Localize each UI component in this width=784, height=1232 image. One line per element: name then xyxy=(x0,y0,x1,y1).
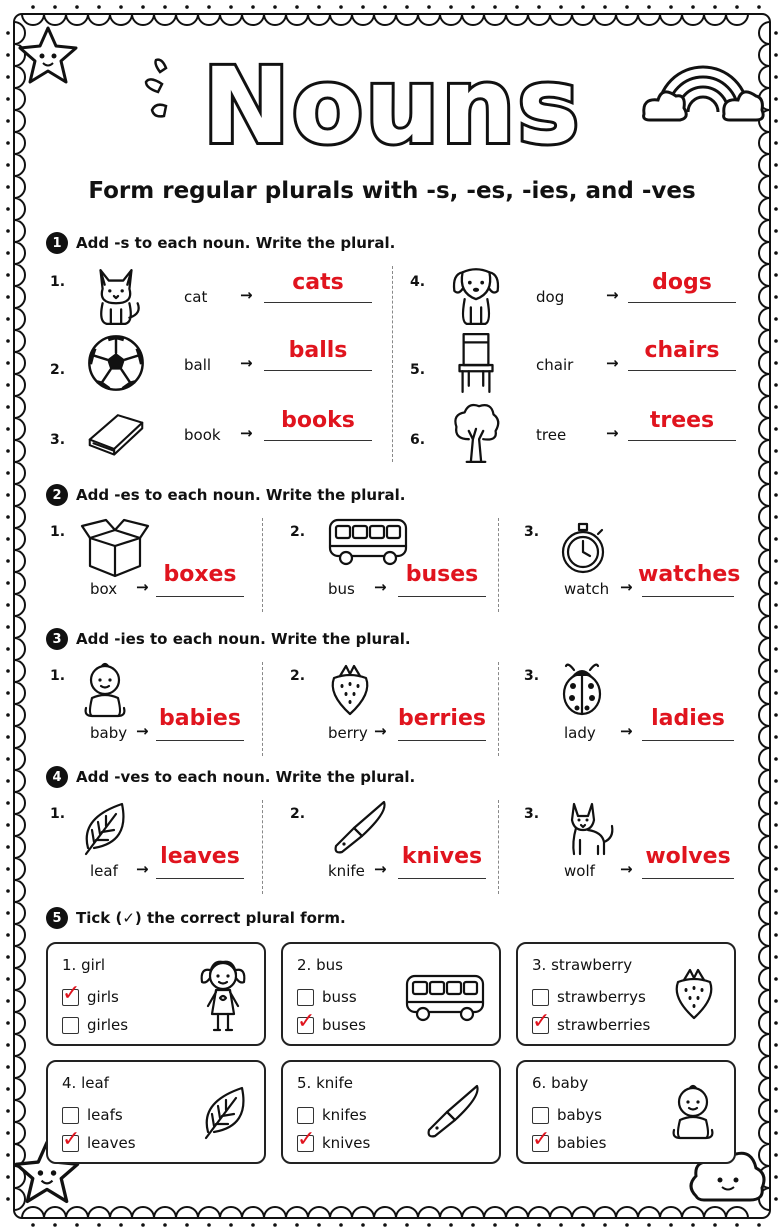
answer-line[interactable] xyxy=(628,370,736,371)
answer-text: trees xyxy=(649,408,715,433)
answer-text: knives xyxy=(401,844,483,869)
option-label: buses xyxy=(322,1016,366,1034)
arrow: → xyxy=(374,578,387,596)
noun-word: watch xyxy=(564,580,610,598)
option-label: leaves xyxy=(87,1134,136,1152)
answer-text: buses xyxy=(405,562,479,587)
answer-text: watches xyxy=(638,562,741,587)
noun-word: wolf xyxy=(564,862,595,880)
tick-mark: ✓ xyxy=(62,980,81,1006)
arrow: → xyxy=(240,286,253,304)
tick-mark: ✓ xyxy=(297,1008,316,1034)
checkbox[interactable] xyxy=(532,1126,551,1152)
noun-word: berry xyxy=(328,724,368,742)
noun-word: baby xyxy=(90,724,128,742)
page-title: Nouns xyxy=(202,45,582,167)
checkbox[interactable] xyxy=(62,1017,79,1034)
section-instruction: Add -s to each noun. Write the plural. xyxy=(76,234,396,252)
item-number: 2. xyxy=(290,524,306,540)
tick-mark: ✓ xyxy=(532,1126,551,1152)
wolf-icon xyxy=(558,798,616,862)
checkbox[interactable] xyxy=(532,1008,551,1034)
answer-line[interactable] xyxy=(398,596,486,597)
option-row[interactable] xyxy=(297,1106,367,1124)
strawberry-icon xyxy=(670,964,718,1026)
option-label: strawberrys xyxy=(557,988,646,1006)
answer-line[interactable] xyxy=(264,302,372,303)
section-number: 2 xyxy=(46,484,68,506)
noun-word: knife xyxy=(328,862,365,880)
option-row[interactable] xyxy=(62,980,119,1006)
answer-text: books xyxy=(281,408,355,433)
noun-word: chair xyxy=(536,356,574,374)
option-row[interactable] xyxy=(532,1008,651,1034)
item-number: 2. xyxy=(290,806,306,822)
dog-icon xyxy=(446,262,506,332)
answer-line[interactable] xyxy=(156,740,244,741)
soccer-ball-icon xyxy=(86,330,146,400)
tick-box-title: 6. baby xyxy=(532,1074,589,1092)
item-number: 2. xyxy=(290,668,306,684)
answer-line[interactable] xyxy=(156,596,244,597)
section-number: 4 xyxy=(46,766,68,788)
tick-mark: ✓ xyxy=(297,1126,316,1152)
option-label: knives xyxy=(322,1134,371,1152)
arrow: → xyxy=(240,354,253,372)
answer-text: cats xyxy=(292,270,344,295)
answer-line[interactable] xyxy=(642,596,734,597)
noun-word: book xyxy=(184,426,221,444)
checkbox[interactable] xyxy=(297,1107,314,1124)
tick-box-title: 2. bus xyxy=(297,956,343,974)
checkbox[interactable] xyxy=(297,1008,316,1034)
item-number: 3. xyxy=(50,432,66,448)
column-divider xyxy=(498,800,499,894)
column-divider xyxy=(262,662,263,756)
arrow: → xyxy=(620,578,633,596)
knife-icon xyxy=(326,798,390,860)
arrow: → xyxy=(374,722,387,740)
arrow: → xyxy=(240,424,253,442)
arrow: → xyxy=(620,860,633,878)
item-number: 4. xyxy=(410,274,426,290)
item-number: 1. xyxy=(50,668,66,684)
noun-word: tree xyxy=(536,426,567,444)
leaf-icon xyxy=(200,1082,248,1144)
section-3-header xyxy=(46,625,411,653)
strawberry-icon xyxy=(326,660,374,722)
answer-line[interactable] xyxy=(398,878,486,879)
option-row[interactable] xyxy=(62,1106,123,1124)
knife-icon xyxy=(419,1082,483,1144)
stopwatch-icon xyxy=(558,516,608,582)
section-2-header xyxy=(46,481,405,509)
arrow: → xyxy=(606,354,619,372)
bus-icon xyxy=(403,972,487,1028)
column-divider xyxy=(262,518,263,612)
tick-box xyxy=(281,1060,501,1164)
answer-line[interactable] xyxy=(628,440,736,441)
answer-text: babies xyxy=(159,706,241,731)
answer-text: dogs xyxy=(652,270,712,295)
section-instruction: Add -ies to each noun. Write the plural. xyxy=(76,630,411,648)
noun-word: cat xyxy=(184,288,208,306)
checkbox[interactable] xyxy=(62,1107,79,1124)
option-row[interactable] xyxy=(297,1126,371,1152)
answer-line[interactable] xyxy=(642,878,734,879)
arrow: → xyxy=(374,860,387,878)
item-number: 3. xyxy=(524,524,540,540)
checkbox[interactable] xyxy=(532,1107,549,1124)
answer-text: ladies xyxy=(651,706,725,731)
option-row[interactable] xyxy=(532,1126,607,1152)
option-row[interactable] xyxy=(62,1016,128,1034)
girl-icon xyxy=(198,954,248,1040)
item-number: 6. xyxy=(410,432,426,448)
answer-line[interactable] xyxy=(642,740,734,741)
page-subtitle: Form regular plurals with -s, -es, -ies, and -ves xyxy=(88,178,696,204)
option-label: leafs xyxy=(87,1106,123,1124)
answer-line[interactable] xyxy=(628,302,736,303)
section-1-header xyxy=(46,229,395,257)
tick-box-title: 3. strawberry xyxy=(532,956,633,974)
noun-word: lady xyxy=(564,724,596,742)
tick-box-title: 1. girl xyxy=(62,956,106,974)
section-number: 1 xyxy=(46,232,68,254)
option-label: girles xyxy=(87,1016,129,1034)
tick-box xyxy=(46,942,266,1046)
column-divider xyxy=(392,266,393,462)
tick-mark: ✓ xyxy=(532,1008,551,1034)
tick-box xyxy=(281,942,501,1046)
noun-word: dog xyxy=(536,288,565,306)
option-label: babies xyxy=(557,1134,607,1152)
ladybug-icon xyxy=(558,660,606,722)
arrow: → xyxy=(136,578,149,596)
baby-icon xyxy=(668,1082,718,1146)
noun-word: ball xyxy=(184,356,212,374)
leaf-icon xyxy=(80,798,128,860)
item-number: 3. xyxy=(524,668,540,684)
section-instruction: Tick (✓) the correct plural form. xyxy=(76,909,346,927)
tick-box-title: 5. knife xyxy=(297,1074,353,1092)
noun-word: bus xyxy=(328,580,355,598)
answer-text: leaves xyxy=(160,844,240,869)
section-number: 5 xyxy=(46,907,68,929)
answer-line[interactable] xyxy=(398,740,486,741)
tick-box xyxy=(516,1060,736,1164)
option-label: strawberries xyxy=(557,1016,651,1034)
answer-text: boxes xyxy=(163,562,237,587)
option-row[interactable] xyxy=(532,1106,602,1124)
column-divider xyxy=(498,518,499,612)
tick-box-title: 4. leaf xyxy=(62,1074,109,1092)
tick-box xyxy=(516,942,736,1046)
tick-box xyxy=(46,1060,266,1164)
option-row[interactable] xyxy=(297,1008,366,1034)
option-label: buss xyxy=(322,988,357,1006)
answer-text: balls xyxy=(288,338,348,363)
noun-word: box xyxy=(90,580,118,598)
checkbox[interactable] xyxy=(62,1126,81,1152)
section-instruction: Add -es to each noun. Write the plural. xyxy=(76,486,406,504)
column-divider xyxy=(262,800,263,894)
item-number: 1. xyxy=(50,274,66,290)
item-number: 1. xyxy=(50,524,66,540)
item-number: 2. xyxy=(50,362,66,378)
tick-mark: ✓ xyxy=(62,1126,81,1152)
checkbox[interactable] xyxy=(532,989,549,1006)
checkbox[interactable] xyxy=(62,980,81,1006)
tree-icon xyxy=(446,400,506,470)
item-number: 5. xyxy=(410,362,426,378)
option-label: girls xyxy=(87,988,119,1006)
arrow: → xyxy=(620,722,633,740)
section-number: 3 xyxy=(46,628,68,650)
section-instruction: Add -ves to each noun. Write the plural. xyxy=(76,768,416,786)
item-number: 1. xyxy=(50,806,66,822)
cat-icon xyxy=(86,262,146,332)
baby-icon xyxy=(80,660,130,724)
option-row[interactable] xyxy=(62,1126,136,1152)
item-number: 3. xyxy=(524,806,540,822)
section-4-header xyxy=(46,763,415,791)
arrow: → xyxy=(136,722,149,740)
answer-line[interactable] xyxy=(264,440,372,441)
option-row[interactable] xyxy=(532,988,646,1006)
answer-text: chairs xyxy=(644,338,720,363)
section-5-header xyxy=(46,904,346,932)
box-icon xyxy=(80,516,150,584)
answer-line[interactable] xyxy=(156,878,244,879)
option-label: babys xyxy=(557,1106,602,1124)
answer-text: berries xyxy=(398,706,486,731)
answer-line[interactable] xyxy=(264,370,372,371)
arrow: → xyxy=(606,286,619,304)
arrow: → xyxy=(136,860,149,878)
checkbox[interactable] xyxy=(297,989,314,1006)
chair-icon xyxy=(446,330,506,400)
option-label: knifes xyxy=(322,1106,367,1124)
noun-word: leaf xyxy=(90,862,118,880)
column-divider xyxy=(498,662,499,756)
book-icon xyxy=(86,400,146,470)
arrow: → xyxy=(606,424,619,442)
checkbox[interactable] xyxy=(297,1126,316,1152)
answer-text: wolves xyxy=(645,844,731,869)
option-row[interactable] xyxy=(297,988,357,1006)
